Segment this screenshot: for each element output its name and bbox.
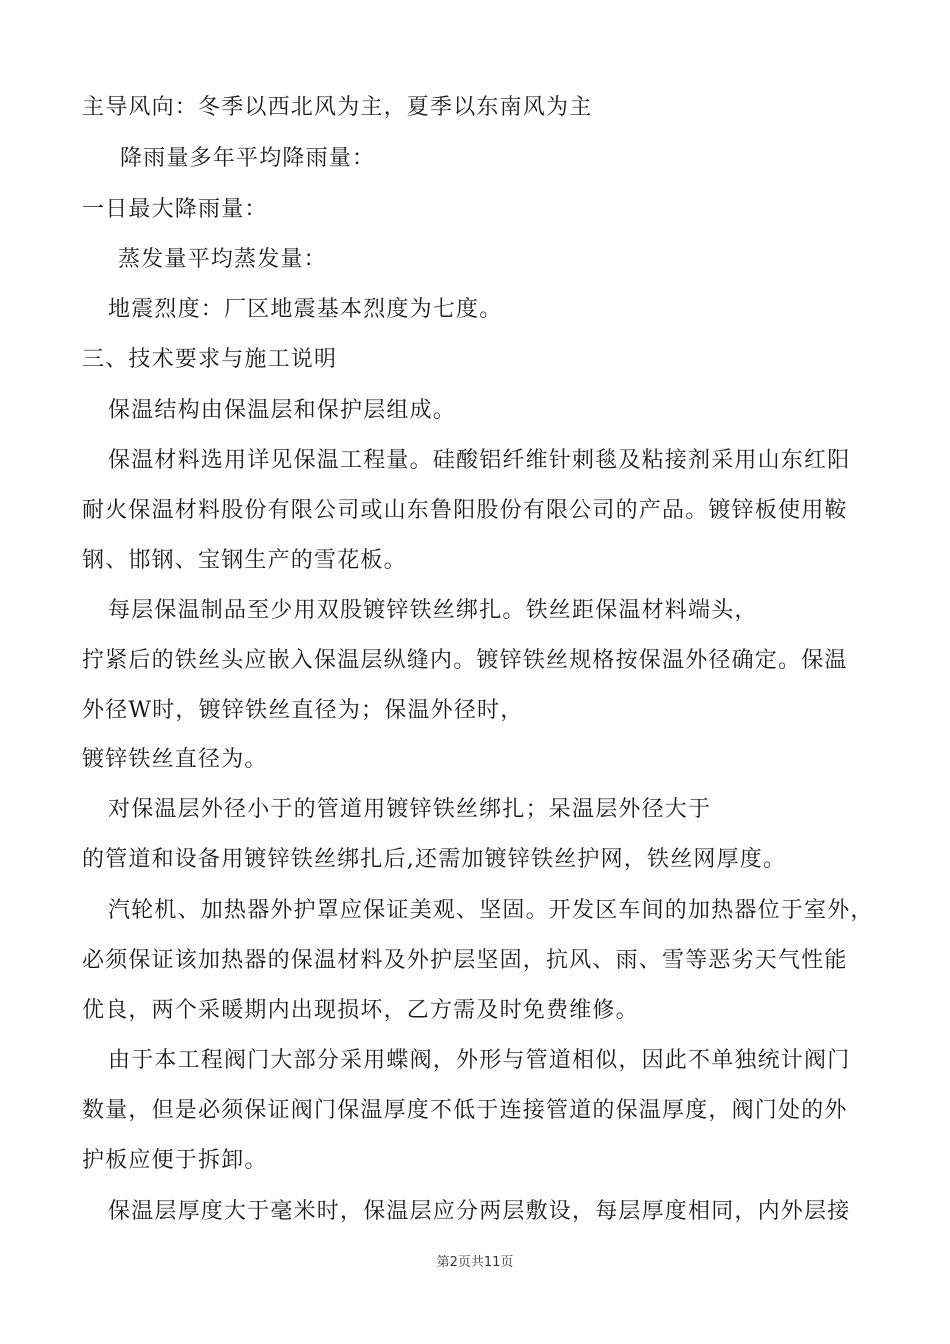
section-heading-technical-requirements: 三、技术要求与施工说明 bbox=[82, 347, 338, 372]
paragraph-valves-line-3: 护板应便于拆卸。 bbox=[82, 1148, 268, 1173]
paragraph-mesh-line-2: 的管道和设备用镀锌铁丝绑扎后,还需加镀锌铁丝护网，铁丝网厚度。 bbox=[82, 847, 787, 872]
text-line-evaporation: 蒸发量平均蒸发量： bbox=[118, 247, 327, 272]
paragraph-valves-line-1: 由于本工程阀门大部分采用蝶阀，外形与管道相似，因此不单独统计阀门 bbox=[108, 1048, 851, 1073]
paragraph-materials-line-1: 保温材料选用详见保温工程量。硅酸铝纤维针刺毯及粘接剂采用山东红阳 bbox=[108, 448, 851, 473]
paragraph-turbine-line-1: 汽轮机、加热器外护罩应保证美观、坚固。开发区车间的加热器位于室外， bbox=[108, 898, 874, 923]
paragraph-binding-line-1: 每层保温制品至少用双股镀锌铁丝绑扎。铁丝距保温材料端头， bbox=[108, 598, 758, 623]
paragraph-layer-thickness-line-1: 保温层厚度大于毫米时，保温层应分两层敷设，每层厚度相同，内外层接 bbox=[108, 1199, 851, 1224]
paragraph-turbine-line-2: 必须保证该加热器的保温材料及外护层坚固，抗风、雨、雪等恶劣天气性能 bbox=[82, 948, 848, 973]
paragraph-binding-line-4: 镀锌铁丝直径为。 bbox=[82, 747, 268, 772]
paragraph-binding-line-3: 外径W时，镀锌铁丝直径为；保温外径时， bbox=[82, 698, 524, 723]
text-line-rainfall-average: 降雨量多年平均降雨量： bbox=[120, 146, 376, 171]
text-line-seismic-intensity: 地震烈度：厂区地震基本烈度为七度。 bbox=[108, 297, 503, 322]
text-line-wind-direction: 主导风向：冬季以西北风为主，夏季以东南风为主 bbox=[82, 95, 593, 120]
paragraph-valves-line-2: 数量，但是必须保证阀门保温厚度不低于连接管道的保温厚度，阀门处的外 bbox=[82, 1098, 848, 1123]
paragraph-materials-line-3: 钢、邯钢、宝钢生产的雪花板。 bbox=[82, 548, 407, 573]
paragraph-binding-line-2: 拧紧后的铁丝头应嵌入保温层纵缝内。镀锌铁丝规格按保温外径确定。保温 bbox=[82, 648, 848, 673]
paragraph-materials-line-2: 耐火保温材料股份有限公司或山东鲁阳股份有限公司的产品。镀锌板使用鞍 bbox=[82, 498, 848, 523]
paragraph-turbine-line-3: 优良，两个采暖期内出现损坏，乙方需及时免费维修。 bbox=[82, 998, 639, 1023]
page-number-footer: 第2页共11页 bbox=[436, 1255, 514, 1270]
paragraph-insulation-structure: 保温结构由保温层和保护层组成。 bbox=[108, 398, 457, 423]
paragraph-mesh-line-1: 对保温层外径小于的管道用镀锌铁丝绑扎；呆温层外径大于 bbox=[108, 797, 712, 822]
text-line-max-daily-rainfall: 一日最大降雨量： bbox=[82, 197, 268, 222]
